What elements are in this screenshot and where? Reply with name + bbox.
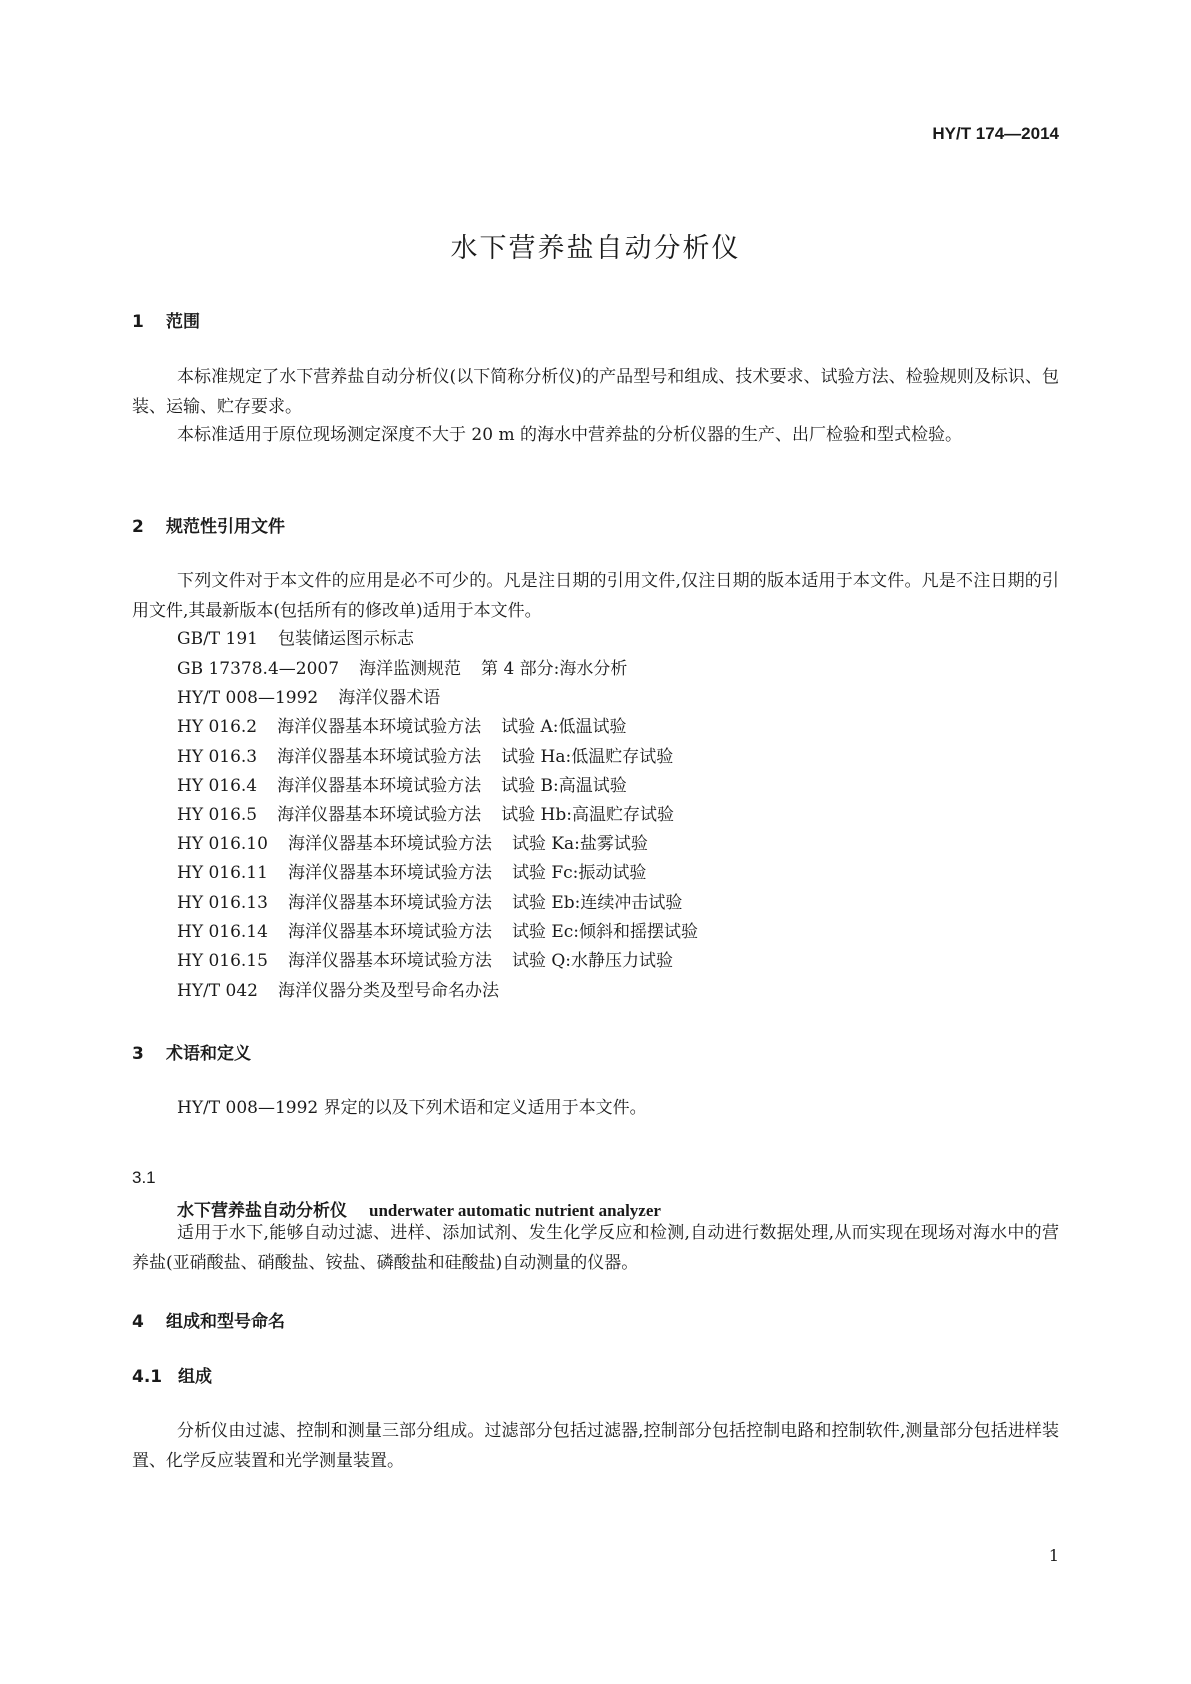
- section-2-heading: [132, 512, 285, 537]
- reference-title: 海洋仪器术语: [338, 688, 441, 708]
- references-intro: 下列文件对于本文件的应用是必不可少的。凡是注日期的引用文件,仅注日期的版本适用于本文件。凡是不注日期的引用文件,其最新版本(包括所有的修改单)适用于本文件。: [132, 571, 1059, 621]
- reference-test: 试验 B:高温试验: [501, 776, 627, 796]
- reference-code: HY 016.5: [177, 805, 258, 825]
- reference-item: [177, 862, 646, 884]
- reference-item: [177, 746, 673, 768]
- reference-code: HY 016.10: [177, 834, 268, 854]
- reference-title: 海洋仪器基本环境试验方法: [287, 922, 492, 942]
- reference-test: 试验 Ka:盐雾试验: [511, 834, 648, 854]
- reference-part: 第 4 部分:海水分析: [481, 659, 628, 679]
- page-number: 1: [1048, 1546, 1059, 1565]
- section-title: 术语和定义: [166, 1044, 251, 1064]
- section-number: 2: [132, 517, 144, 537]
- subsection-number: 4.1: [132, 1367, 163, 1387]
- reference-item: [177, 716, 627, 738]
- section-title: 范围: [166, 312, 200, 332]
- reference-title: 海洋仪器基本环境试验方法: [277, 805, 482, 825]
- reference-item: [177, 775, 627, 797]
- reference-item: [177, 628, 414, 650]
- scope-paragraph-1: 本标准规定了水下营养盐自动分析仪(以下简称分析仪)的产品型号和组成、技术要求、试验方法、检验规则及标识、包装、运输、贮存要求。: [132, 367, 1059, 417]
- term-name-en: underwater automatic nutrient analyzer: [369, 1201, 661, 1220]
- section-number: 3: [132, 1044, 144, 1064]
- reference-code: HY/T 008—1992: [177, 688, 319, 708]
- terms-intro: HY/T 008—1992 界定的以及下列术语和定义适用于本文件。: [177, 1098, 647, 1118]
- reference-test: 试验 Eb:连续冲击试验: [511, 893, 683, 913]
- reference-code: HY 016.4: [177, 776, 258, 796]
- reference-code: HY/T 042: [177, 981, 258, 1001]
- reference-title: 海洋仪器基本环境试验方法: [277, 776, 482, 796]
- reference-item: [177, 658, 627, 680]
- reference-title: 海洋仪器基本环境试验方法: [287, 951, 492, 971]
- composition-paragraph: 分析仪由过滤、控制和测量三部分组成。过滤部分包括过滤器,控制部分包括控制电路和控制软件,测量部分包括进样装置、化学反应装置和光学测量装置。: [132, 1421, 1059, 1471]
- reference-test: 试验 Fc:振动试验: [511, 863, 647, 883]
- reference-item: [177, 833, 648, 855]
- term-definition: 适用于水下,能够自动过滤、进样、添加试剂、发生化学反应和检测,自动进行数据处理,从而实现在现场对海水中的营养盐(亚硝酸盐、硝酸盐、铵盐、磷酸盐和硅酸盐)自动测量的仪器。: [132, 1223, 1059, 1273]
- document-title: 水下营养盐自动分析仪: [450, 233, 741, 264]
- section-number: 1: [132, 312, 144, 332]
- term-number: 3.1: [132, 1168, 156, 1187]
- reference-item: [177, 804, 674, 826]
- reference-code: GB/T 191: [177, 629, 258, 649]
- reference-title: 海洋监测规范: [359, 659, 462, 679]
- reference-test: 试验 A:低温试验: [501, 717, 627, 737]
- standard-code: HY/T 174—2014: [932, 124, 1059, 143]
- section-1-heading: [132, 307, 200, 332]
- reference-code: HY 016.11: [177, 863, 268, 883]
- reference-item: [177, 950, 673, 972]
- reference-test: 试验 Hb:高温贮存试验: [501, 805, 674, 825]
- section-title: 组成和型号命名: [166, 1312, 285, 1332]
- reference-test: 试验 Q:水静压力试验: [511, 951, 674, 971]
- reference-title: 海洋仪器基本环境试验方法: [287, 834, 492, 854]
- reference-code: HY 016.14: [177, 922, 268, 942]
- reference-code: GB 17378.4—2007: [177, 659, 340, 679]
- scope-paragraph-2: 本标准适用于原位现场测定深度不大于 20 m 的海水中营养盐的分析仪器的生产、出厂检验和型式检验。: [177, 425, 962, 445]
- subsection-4-1-heading: [132, 1362, 212, 1387]
- reference-title: 海洋仪器基本环境试验方法: [277, 717, 482, 737]
- section-number: 4: [132, 1312, 144, 1332]
- subsection-title: 组成: [178, 1367, 212, 1387]
- reference-code: HY 016.3: [177, 747, 258, 767]
- reference-test: 试验 Ha:低温贮存试验: [501, 747, 674, 767]
- reference-item: [177, 980, 499, 1002]
- reference-title: 海洋仪器分类及型号命名办法: [277, 981, 499, 1001]
- reference-title: 海洋仪器基本环境试验方法: [277, 747, 482, 767]
- reference-code: HY 016.15: [177, 951, 268, 971]
- reference-test: 试验 Ec:倾斜和摇摆试验: [511, 922, 698, 942]
- reference-code: HY 016.13: [177, 893, 268, 913]
- term-name-zh: 水下营养盐自动分析仪: [177, 1201, 347, 1221]
- reference-item: [177, 687, 440, 709]
- reference-code: HY 016.2: [177, 717, 258, 737]
- reference-item: [177, 921, 698, 943]
- reference-title: 海洋仪器基本环境试验方法: [287, 863, 492, 883]
- reference-title: 包装储运图示标志: [278, 629, 414, 649]
- section-3-heading: [132, 1039, 251, 1064]
- section-title: 规范性引用文件: [166, 517, 285, 537]
- reference-title: 海洋仪器基本环境试验方法: [287, 893, 492, 913]
- section-4-heading: [132, 1307, 285, 1332]
- reference-item: [177, 892, 682, 914]
